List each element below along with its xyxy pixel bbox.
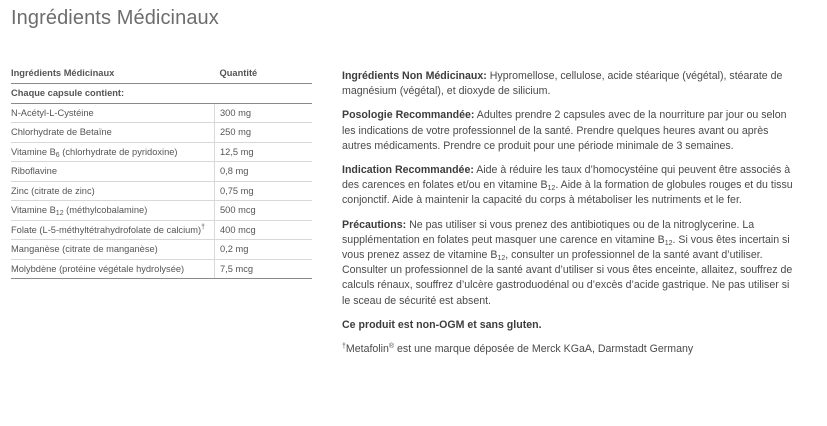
column-header-ingredient: Ingrédients Médicinaux bbox=[11, 66, 215, 84]
product-details bbox=[342, 69, 797, 366]
table-subheader-row bbox=[11, 84, 312, 104]
ingredient-name: Chlorhydrate de Betaïne bbox=[11, 123, 215, 143]
ingredient-name: N-Acétyl-L-Cystéine bbox=[11, 103, 215, 123]
table-header-row bbox=[11, 66, 312, 84]
table-row bbox=[11, 142, 312, 162]
ingredient-quantity: 500 mcg bbox=[215, 201, 313, 221]
table-row bbox=[11, 123, 312, 143]
table-row bbox=[11, 162, 312, 182]
page-title: Ingrédients Médicinaux bbox=[11, 7, 219, 29]
ingredient-quantity: 0,8 mg bbox=[215, 162, 313, 182]
table-row bbox=[11, 259, 312, 279]
table-row bbox=[11, 201, 312, 221]
ingredient-name: Molybdène (protéine végétale hydrolysée) bbox=[11, 259, 215, 279]
capsule-contains-label: Chaque capsule contient: bbox=[11, 84, 312, 104]
ingredient-quantity: 0,2 mg bbox=[215, 240, 313, 260]
ingredient-quantity: 7,5 mcg bbox=[215, 259, 313, 279]
ingredient-name: Folate (L-5-méthyltétrahydrofolate de calcium)† bbox=[11, 220, 215, 240]
ingredient-quantity: 12,5 mg bbox=[215, 142, 313, 162]
recommended-dosage: Posologie Recommandée: Adultes prendre 2 capsules avec de la nourriture par jour ou selon les indications de votre professionnel de la santé. Prendre quelques heures avant ou après autres médicaments. Prendre ce produit pour une période minimale de 3 semaines. bbox=[342, 109, 787, 152]
ingredient-name: Vitamine $B_6$ (chlorhydrate de pyridoxine) bbox=[11, 142, 215, 162]
table-row bbox=[11, 103, 312, 123]
table-row bbox=[11, 220, 312, 240]
precautions: Précautions: Ne pas utiliser si vous prenez des antibiotiques ou de la nitroglycerine. La supplémentation en folates peut masquer une carence en vitamine $B_{12}$. Si vous êtes incertain si vous prenez assez de vitamine $B_{12}$, consulter un professionnel de la santé avant d’utiliser. Consulter un professionnel de la santé avant d’utiliser si vous êtes enceinte, allaitez, souffrez de calculs rénaux, souffrez d’ulcère gastroduodénal ou d’excès d’acide gastrique. Ne pas utiliser si le sceau de sécurité est absent. bbox=[342, 218, 793, 307]
table-row bbox=[11, 240, 312, 260]
trademark-note: †Metafolin® est une marque déposée de Merck KGaA, Darmstadt Germany bbox=[342, 343, 694, 356]
ingredient-quantity: 250 mg bbox=[215, 123, 313, 143]
ingredient-name: Manganèse (citrate de manganèse) bbox=[11, 240, 215, 260]
ingredient-quantity: 400 mcg bbox=[215, 220, 313, 240]
ingredient-name: Vitamine $B_{12}$ (méthylcobalamine) bbox=[11, 201, 215, 221]
ingredient-quantity: 300 mg bbox=[215, 103, 313, 123]
column-header-quantity: Quantité bbox=[215, 66, 313, 84]
non-gmo-statement: Ce produit est non-OGM et sans gluten. bbox=[342, 318, 542, 331]
ingredient-quantity: 0,75 mg bbox=[215, 181, 313, 201]
ingredient-name: Riboflavine bbox=[11, 162, 215, 182]
table-row bbox=[11, 181, 312, 201]
recommended-indication: Indication Recommandée: Aide à réduire les taux d’homocystéine qui peuvent être associés à des carences en folates et/ou en vitamine $B_{12}$. Aide à la formation de globules rouges et du tissu conjonctif. Aide à maintenir la capacité du corps à métaboliser les nutriments et le fer. bbox=[342, 164, 793, 207]
ingredient-name: Zinc (citrate de zinc) bbox=[11, 181, 215, 201]
medicinal-ingredients-table bbox=[11, 66, 312, 279]
non-medicinal-ingredients: Ingrédients Non Médicinaux: Hypromellose, cellulose, acide stéarique (végétal), stéarate de magnésium (végétal), et dioxyde de silicium. bbox=[342, 70, 783, 98]
